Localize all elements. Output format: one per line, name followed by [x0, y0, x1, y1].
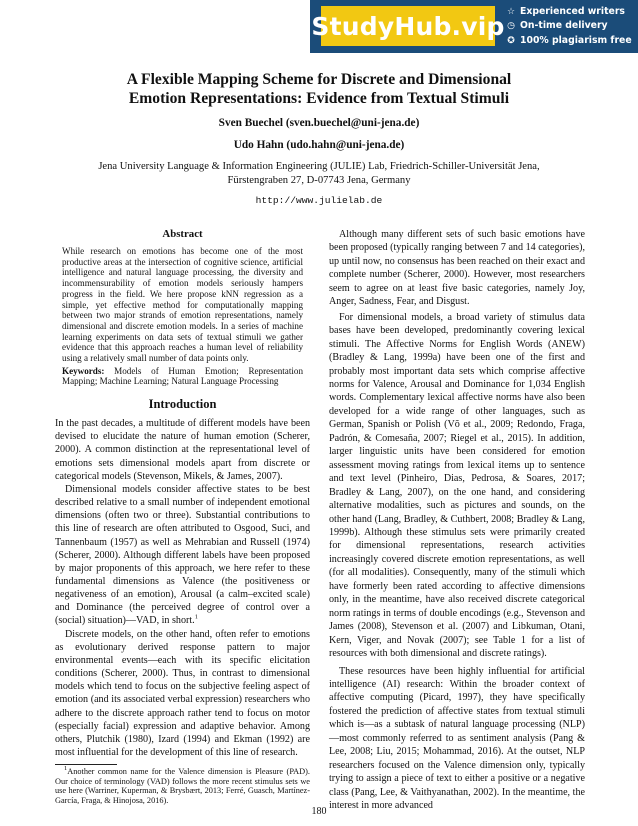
feature-label: Experienced writers	[520, 6, 625, 17]
left-column	[55, 228, 310, 806]
author-2: Udo Hahn (udo.hahn@uni-jena.de)	[233, 139, 405, 151]
footnote-marker[interactable]: 1	[194, 614, 198, 622]
keywords-text: Models of Human Emotion; Representation Mapping; Machine Learning; Natural Language Processing	[62, 365, 303, 387]
star-icon: ☆	[506, 7, 516, 17]
paragraph: Discrete models, on the other hand, often refer to emotions as evolutionary derived response pattern to major environmental events—each with its specific elicitation conditions (Scherer, 2000). Thus, in contrast to dimensional models which tend to focus on the subjective feeling aspect of emotion (and its associated verbal expression) researchers who adhere to the discrete approach rather tend to focus on motor (especially facial) expression and adaptive behavior. Among others, Plutchik (1980), Izard (1994) and Ekman (1992) are most influential for the development of this line of research.	[55, 628, 310, 759]
footnote	[55, 767, 310, 805]
affiliation-line: Fürstengraben 27, D-07743 Jena, Germany	[227, 174, 411, 186]
paragraph-text: Dimensional models consider affective states to be best described relative to a small number of independent emotional dimensions (often two or three). Substantial contributions to this line of research are often attributed to Osgood, Suci, and Tannenbaum (1957) as well as Mehrabian and Russell (1974) (Scherer, 2000). Although different labels have been proposed by major proponents of this approach, we here refer to these fundamental dimensions as Valence (the positiveness or negativeness of an emotion), Arousal (a calm–excited scale) and Dominance (the perceived degree of control over a (social) situation)—VAD, in short.	[55, 483, 310, 627]
right-column	[329, 228, 585, 814]
ad-banner[interactable]	[310, 0, 638, 53]
author-1: Sven Buechel (sven.buechel@uni-jena.de)	[218, 117, 420, 129]
feature-label: 100% plagiarism free	[520, 34, 632, 46]
title-line: Emotion Representations: Evidence from Textual Stimuli	[128, 90, 510, 107]
page-number: 180	[311, 806, 327, 817]
paragraph: For dimensional models, a broad variety of stimulus data bases have been developed, predominantly covering lexical stimuli. The Affective Norms for English Words (ANEW) (Bradley & Lang, 1999a) have been one of the first and probably most important data sets which comprise affective norms for Valence, Arousal and Dominance for 1,034 English words. Complementary lexical affective norms have also been developed for a wide range of other languages, such as German, Spanish or Polish (Võ et al., 2009; Redondo, Fraga, Padrón, & Comesaña, 2007; Riegel et al., 2015). In addition, larger linguistic units have been considered for emotion assessment moving ratings from lexical items up to sentence and text level (Pinheiro, Dias, Pedrosa, & Soares, 2017; Bradley & Lang, 2007), on the one hand, and considering alternative modalities, such as pictures and sounds, on the other hand (Lang, Bradley, & Cuthbert, 2008; Bradley & Lang, 1999b). Although these stimulus sets were primarily created for dimensional representations, research activities increasingly covered discrete emotion representations, as well (for all modalities). Consequently, many of the stimuli which have formerly been rated according to affective dimensions only, in the meantime, have also received discrete categorical norm ratings in terms of double encodings (e.g., Stevenson and James (2008), Stevenson et al. (2007) and Libkuman, Otani, Kern, Viger, and Novak (2007); see Table 1 for a list of resources with both dimensional and discrete ratings).	[329, 311, 585, 660]
feature-item	[505, 34, 632, 48]
footnote-text: Another common name for the Valence dimension is Pleasure (PAD). Our choice of terminology (VAD) follows the more recent stimulus sets we use here (Warriner, Kuperman, & Brysbært, 2013; Ferré, Guasch, Martínez-García, Fraga, & Hinojosa, 2016).	[55, 767, 310, 805]
feature-label: On-time delivery	[520, 20, 608, 32]
paragraph	[55, 483, 310, 628]
abstract-heading: Abstract	[162, 228, 203, 240]
paragraph: In the past decades, a multitude of different models have been devised to elucidate the nature of human emotion (Scherer, 2000). A common distinction at the representational level of emotions sets dimensional models apart from discrete or categorical models (Stevenson, Mikels, & James, 2007).	[55, 418, 310, 482]
abstract-text: While research on emotions has become one of the most productive areas at the intersection of cognitive science, artificial intelligence and natural language processing, the diversity and incommensurability of emotion models seriously hampers progress in the field. We here propose kNN regression as a simple, yet effective method for computationally mapping between two major strands of emotion representations, namely dimensional and discrete emotion models. In a series of machine learning experiments on data sets of textual stimuli we gather evidence that this approach reaches a human level of reliability using a relatively small number of data points only.	[62, 246, 303, 364]
paper-title	[0, 70, 638, 108]
feature-list	[505, 5, 632, 48]
keywords	[55, 366, 310, 387]
title-line: A Flexible Mapping Scheme for Discrete and Dimensional	[126, 71, 512, 88]
studyhub-logo[interactable]: StudyHub.vip	[321, 6, 495, 46]
feature-item	[505, 5, 632, 19]
affiliation	[0, 160, 638, 187]
clock-icon: ◷	[507, 21, 515, 32]
feature-item	[505, 19, 632, 33]
footnote-number: 1	[64, 765, 68, 773]
paragraph: These resources have been highly influential for artificial intelligence (AI) research: Within the broader context of affective computing (Picard, 1997), they have specifically fostered the prediction of affective states from textual stimuli which is—as a subtask of natural language processing (NLP)—most commonly referred to as sentiment analysis (Pang & Lee, 2008; Liu, 2015; Mohammad, 2016). At the outset, NLP researchers focused on the Valence dimension only, typically trying to assign a piece of text to either a positive or a negative class (Pang, Lee, & Vaithyanathan, 2002). In the meantime, the interest in more advanced	[329, 665, 585, 812]
keywords-label: Keywords:	[62, 365, 105, 376]
badge-icon: ✪	[507, 35, 515, 46]
affiliation-line: Jena University Language & Information Engineering (JULIE) Lab, Friedrich-Schiller-Universität Jena,	[98, 161, 540, 172]
paragraph: Although many different sets of such basic emotions have been proposed (typically ranging between 7 and 14 categories), up until now, no consensus has been reached on their exact and complete number (Scherer, 2000). However, most researchers seem to agree on at least five basic categories, namely Joy, Anger, Sadness, Fear, and Disgust.	[329, 229, 585, 308]
section-heading-introduction: Introduction	[148, 397, 217, 412]
lab-url[interactable]: http://www.julielab.de	[255, 195, 383, 206]
